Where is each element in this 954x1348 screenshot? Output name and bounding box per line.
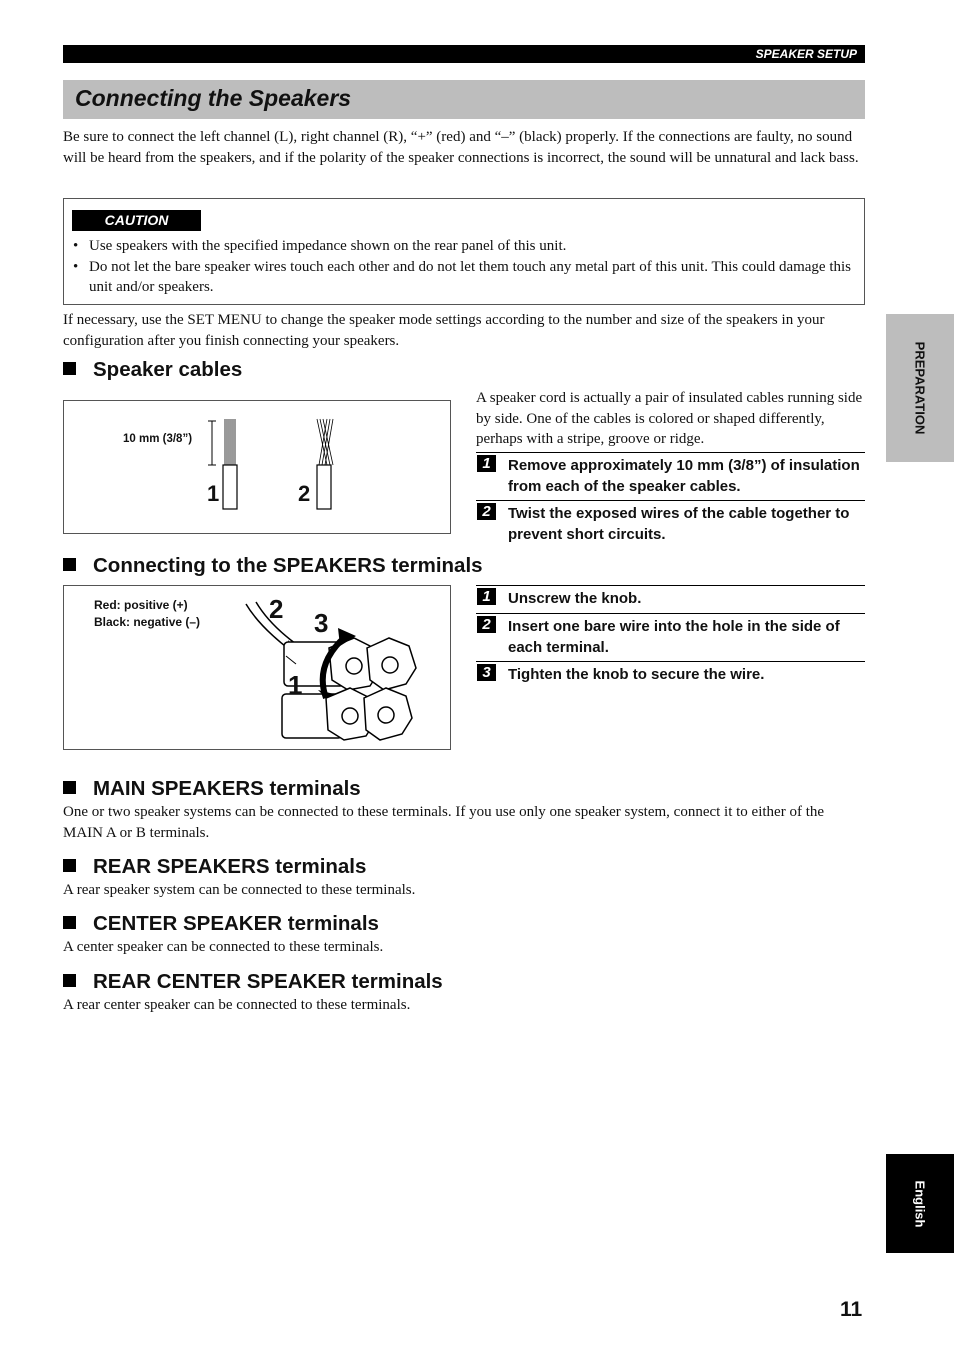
speaker-cord-description: A speaker cord is actually a pair of insulated cables running side by side. One of the cables is colored or shaped differently, perhaps with a stripe, groove or ridge. — [476, 390, 863, 447]
terminal-figure — [63, 585, 451, 750]
step-text: Tighten the knob to secure the wire. — [508, 666, 765, 683]
red-label: Red: positive (+) — [94, 598, 188, 612]
cable-illustration — [64, 401, 450, 533]
bullet-square-icon — [63, 558, 76, 571]
figure-step-3: 3 — [314, 608, 329, 638]
page-title: Connecting the Speakers — [75, 85, 352, 111]
page-number: 11 — [840, 1298, 863, 1321]
terminal-step-2 — [476, 613, 865, 662]
section-center-speaker: CENTER SPEAKER terminals A center speaker can be connected to these terminals. — [63, 912, 384, 955]
figure-step-2: 2 — [298, 481, 311, 506]
caution-item: • Use speakers with the specified impedance shown on the rear panel of this unit. — [63, 236, 853, 257]
bullet-square-icon — [63, 974, 76, 987]
section-rear-speakers: REAR SPEAKERS terminals A rear speaker system can be connected to these terminals. — [63, 855, 416, 898]
step-text: Remove approximately 10 mm (3/8”) of insulation from each of the speaker cables. — [508, 457, 860, 495]
terminal-step-1 — [476, 585, 865, 614]
section-main-speakers: MAIN SPEAKERS terminals One or two speaker systems can be connected to these terminals. If you use only one speaker system, connect it to either of the MAIN A or B terminals. — [63, 777, 825, 841]
terminal-step-3 — [476, 661, 865, 690]
section-label: SPEAKER SETUP — [755, 47, 857, 61]
section-rear-center-speaker: REAR CENTER SPEAKER terminals A rear center speaker can be connected to these terminals. — [63, 970, 443, 1013]
step-number: 3 — [477, 664, 496, 681]
heading-speakers-terminals: Connecting to the SPEAKERS terminals — [63, 554, 483, 578]
caution-list — [63, 236, 853, 298]
heading-speaker-cables: Speaker cables — [63, 358, 242, 382]
intro-paragraph: Be sure to connect the left channel (L), right channel (R), “+” (red) and “–” (black) properly. If the connections are faulty, no sound will be heard from the speakers, and if the polarity of the speaker connections is incorrect, the sound will be unnatural and lack bass. — [63, 129, 859, 166]
bullet-square-icon — [63, 362, 76, 375]
step-number: 2 — [477, 616, 496, 633]
step-text: Twist the exposed wires of the cable together to prevent short circuits. — [508, 505, 850, 543]
figure-step-1: 1 — [207, 481, 220, 506]
bullet-square-icon — [63, 859, 76, 872]
caution-item: • Do not let the bare speaker wires touch each other and do not let them touch any metal part of this unit. This could damage this unit and/or speakers. — [63, 257, 853, 298]
figure-step-2: 2 — [269, 594, 284, 624]
section-header-bar — [63, 45, 865, 63]
bullet-square-icon — [63, 781, 76, 794]
step-text: Unscrew the knob. — [508, 590, 642, 607]
set-menu-note: If necessary, use the SET MENU to change the speaker mode settings according to the number and size of the speakers in your configuration after you finish connecting your speakers. — [63, 312, 825, 349]
caution-label: CAUTION — [72, 210, 201, 231]
measure-label: 10 mm (3/8”) — [123, 433, 193, 445]
black-label: Black: negative (–) — [94, 615, 201, 629]
step-text: Insert one bare wire into the hole in the side of each terminal. — [508, 618, 840, 656]
step-number: 1 — [477, 588, 496, 605]
page-title-bar — [63, 80, 865, 119]
caution-list-wrap — [63, 236, 853, 298]
speaker-cable-figure — [63, 400, 451, 534]
terminal-illustration — [64, 586, 450, 749]
cable-step-2 — [476, 500, 865, 549]
step-number: 2 — [477, 503, 496, 520]
side-tab-english: English — [886, 1154, 954, 1253]
step-number: 1 — [477, 455, 496, 472]
figure-step-1: 1 — [288, 670, 303, 700]
cable-step-1 — [476, 452, 865, 501]
bullet-square-icon — [63, 916, 76, 929]
side-tab-preparation: PREPARATION — [886, 314, 954, 462]
